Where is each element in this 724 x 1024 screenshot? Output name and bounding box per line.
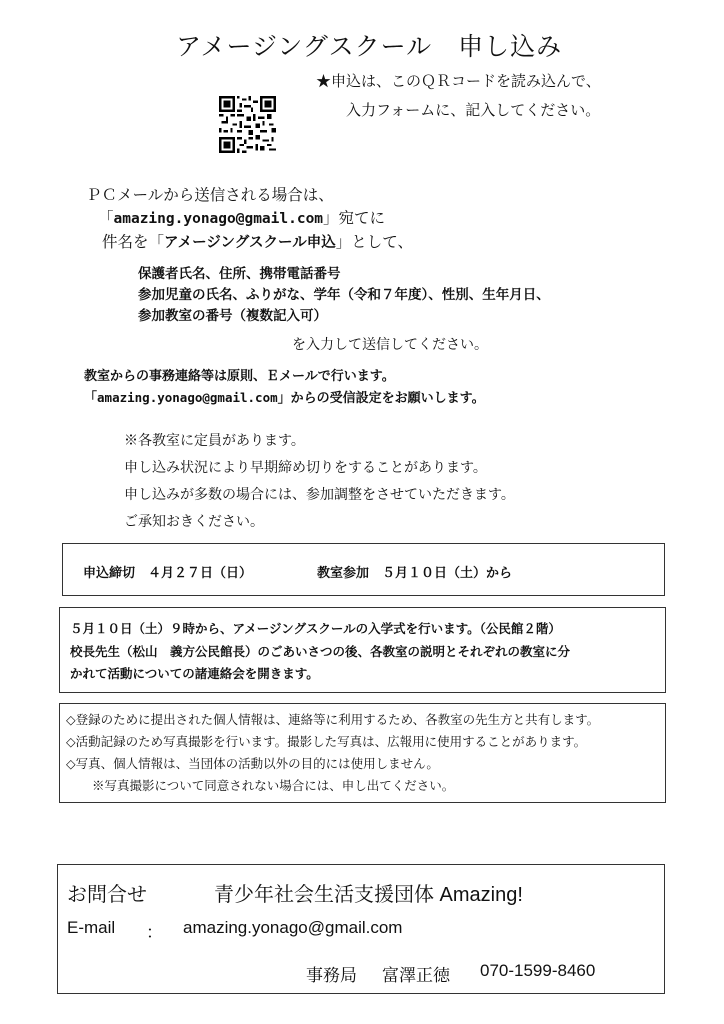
notice-rest: 」からの受信設定をお願いします。: [277, 391, 485, 406]
pc-mail-closing: を入力して送信してください。: [292, 337, 488, 353]
field-line-2: 参加児童の氏名、ふりがな、学年（令和７年度）、性別、生年月日、: [138, 287, 550, 303]
contact-person: 富澤正徳: [382, 966, 450, 985]
email-label: E-mail: [67, 918, 116, 937]
privacy-box: [59, 703, 666, 803]
qr-note-line1: ★申込は、このＱＲコードを読み込んで、: [316, 72, 601, 90]
contact-heading: お問合せ: [67, 884, 147, 906]
class-start: 教室参加 ５月１０日（土）から: [317, 566, 513, 581]
office-label: 事務局: [306, 966, 357, 985]
notice-line-2: [84, 387, 485, 406]
subject-text: アメージングスクール申込: [164, 235, 336, 251]
contact-box: [57, 864, 665, 994]
privacy-line-4: ※写真撮影について同意されない場合には、申し出てください。: [92, 778, 455, 793]
pc-mail-address-line: [98, 206, 385, 228]
field-line-3: 参加教室の番号（複数記入可）: [138, 308, 327, 324]
pc-mail-subject-line: [102, 230, 413, 252]
note-4: ご承知おきください。: [124, 514, 264, 530]
bracket-open: 「: [98, 209, 114, 227]
ceremony-box: [59, 607, 666, 693]
subject-prefix: 件名を「: [102, 233, 165, 251]
privacy-line-1: ◇登録のために提出された個人情報は、連絡等に利用するため、各教室の先生方と共有します。: [66, 712, 600, 727]
contact-email[interactable]: amazing.yonago@gmail.com: [183, 918, 403, 937]
notice-address[interactable]: amazing.yonago@gmail.com: [97, 390, 278, 405]
privacy-line-3: ◇写真、個人情報は、当団体の活動以外の目的には使用しません。: [66, 756, 439, 771]
ceremony-line-2: 校長先生（松山 義方公民館長）のごあいさつの後、各教室の説明とそれぞれの教室に分: [70, 644, 571, 659]
notice-line-1: 教室からの事務連絡等は原則、Ｅメールで行います。: [84, 369, 395, 384]
note-3: 申し込みが多数の場合には、参加調整をさせていただきます。: [124, 487, 515, 503]
note-2: 申し込み状況により早期締め切りをすることがあります。: [124, 460, 487, 476]
deadline-box: [62, 543, 665, 596]
pc-mail-address[interactable]: amazing.yonago@gmail.com: [113, 211, 324, 227]
contact-org: 青少年社会生活支援団体 Amazing!: [214, 884, 523, 906]
field-line-1: 保護者氏名、住所、携帯電話番号: [138, 266, 341, 282]
subject-suffix: 」として、: [335, 233, 413, 251]
note-1: ※各教室に定員があります。: [124, 433, 305, 449]
page-title: アメージングスクール 申し込み: [176, 32, 563, 61]
bracket-close: 」宛てに: [323, 209, 386, 227]
email-colon: ：: [146, 923, 163, 942]
ceremony-line-1: ５月１０日（土）９時から、アメージングスクールの入学式を行います。（公民館２階）: [70, 621, 561, 636]
qr-note-line2: 入力フォームに、記入してください。: [346, 101, 601, 119]
pc-mail-intro: ＰＣメールから送信される場合は、: [86, 186, 334, 204]
deadline-label: 申込締切 ４月２７日（日）: [83, 566, 253, 581]
notice-bracket-open: 「: [84, 391, 98, 406]
qr-code[interactable]: [219, 96, 276, 153]
privacy-line-2: ◇活動記録のため写真撮影を行います。撮影した写真は、広報用に使用することがあります。: [66, 734, 587, 749]
contact-phone[interactable]: 070-1599-8460: [480, 961, 596, 980]
ceremony-line-3: かれて活動についての諸連絡会を開きます。: [70, 666, 319, 681]
